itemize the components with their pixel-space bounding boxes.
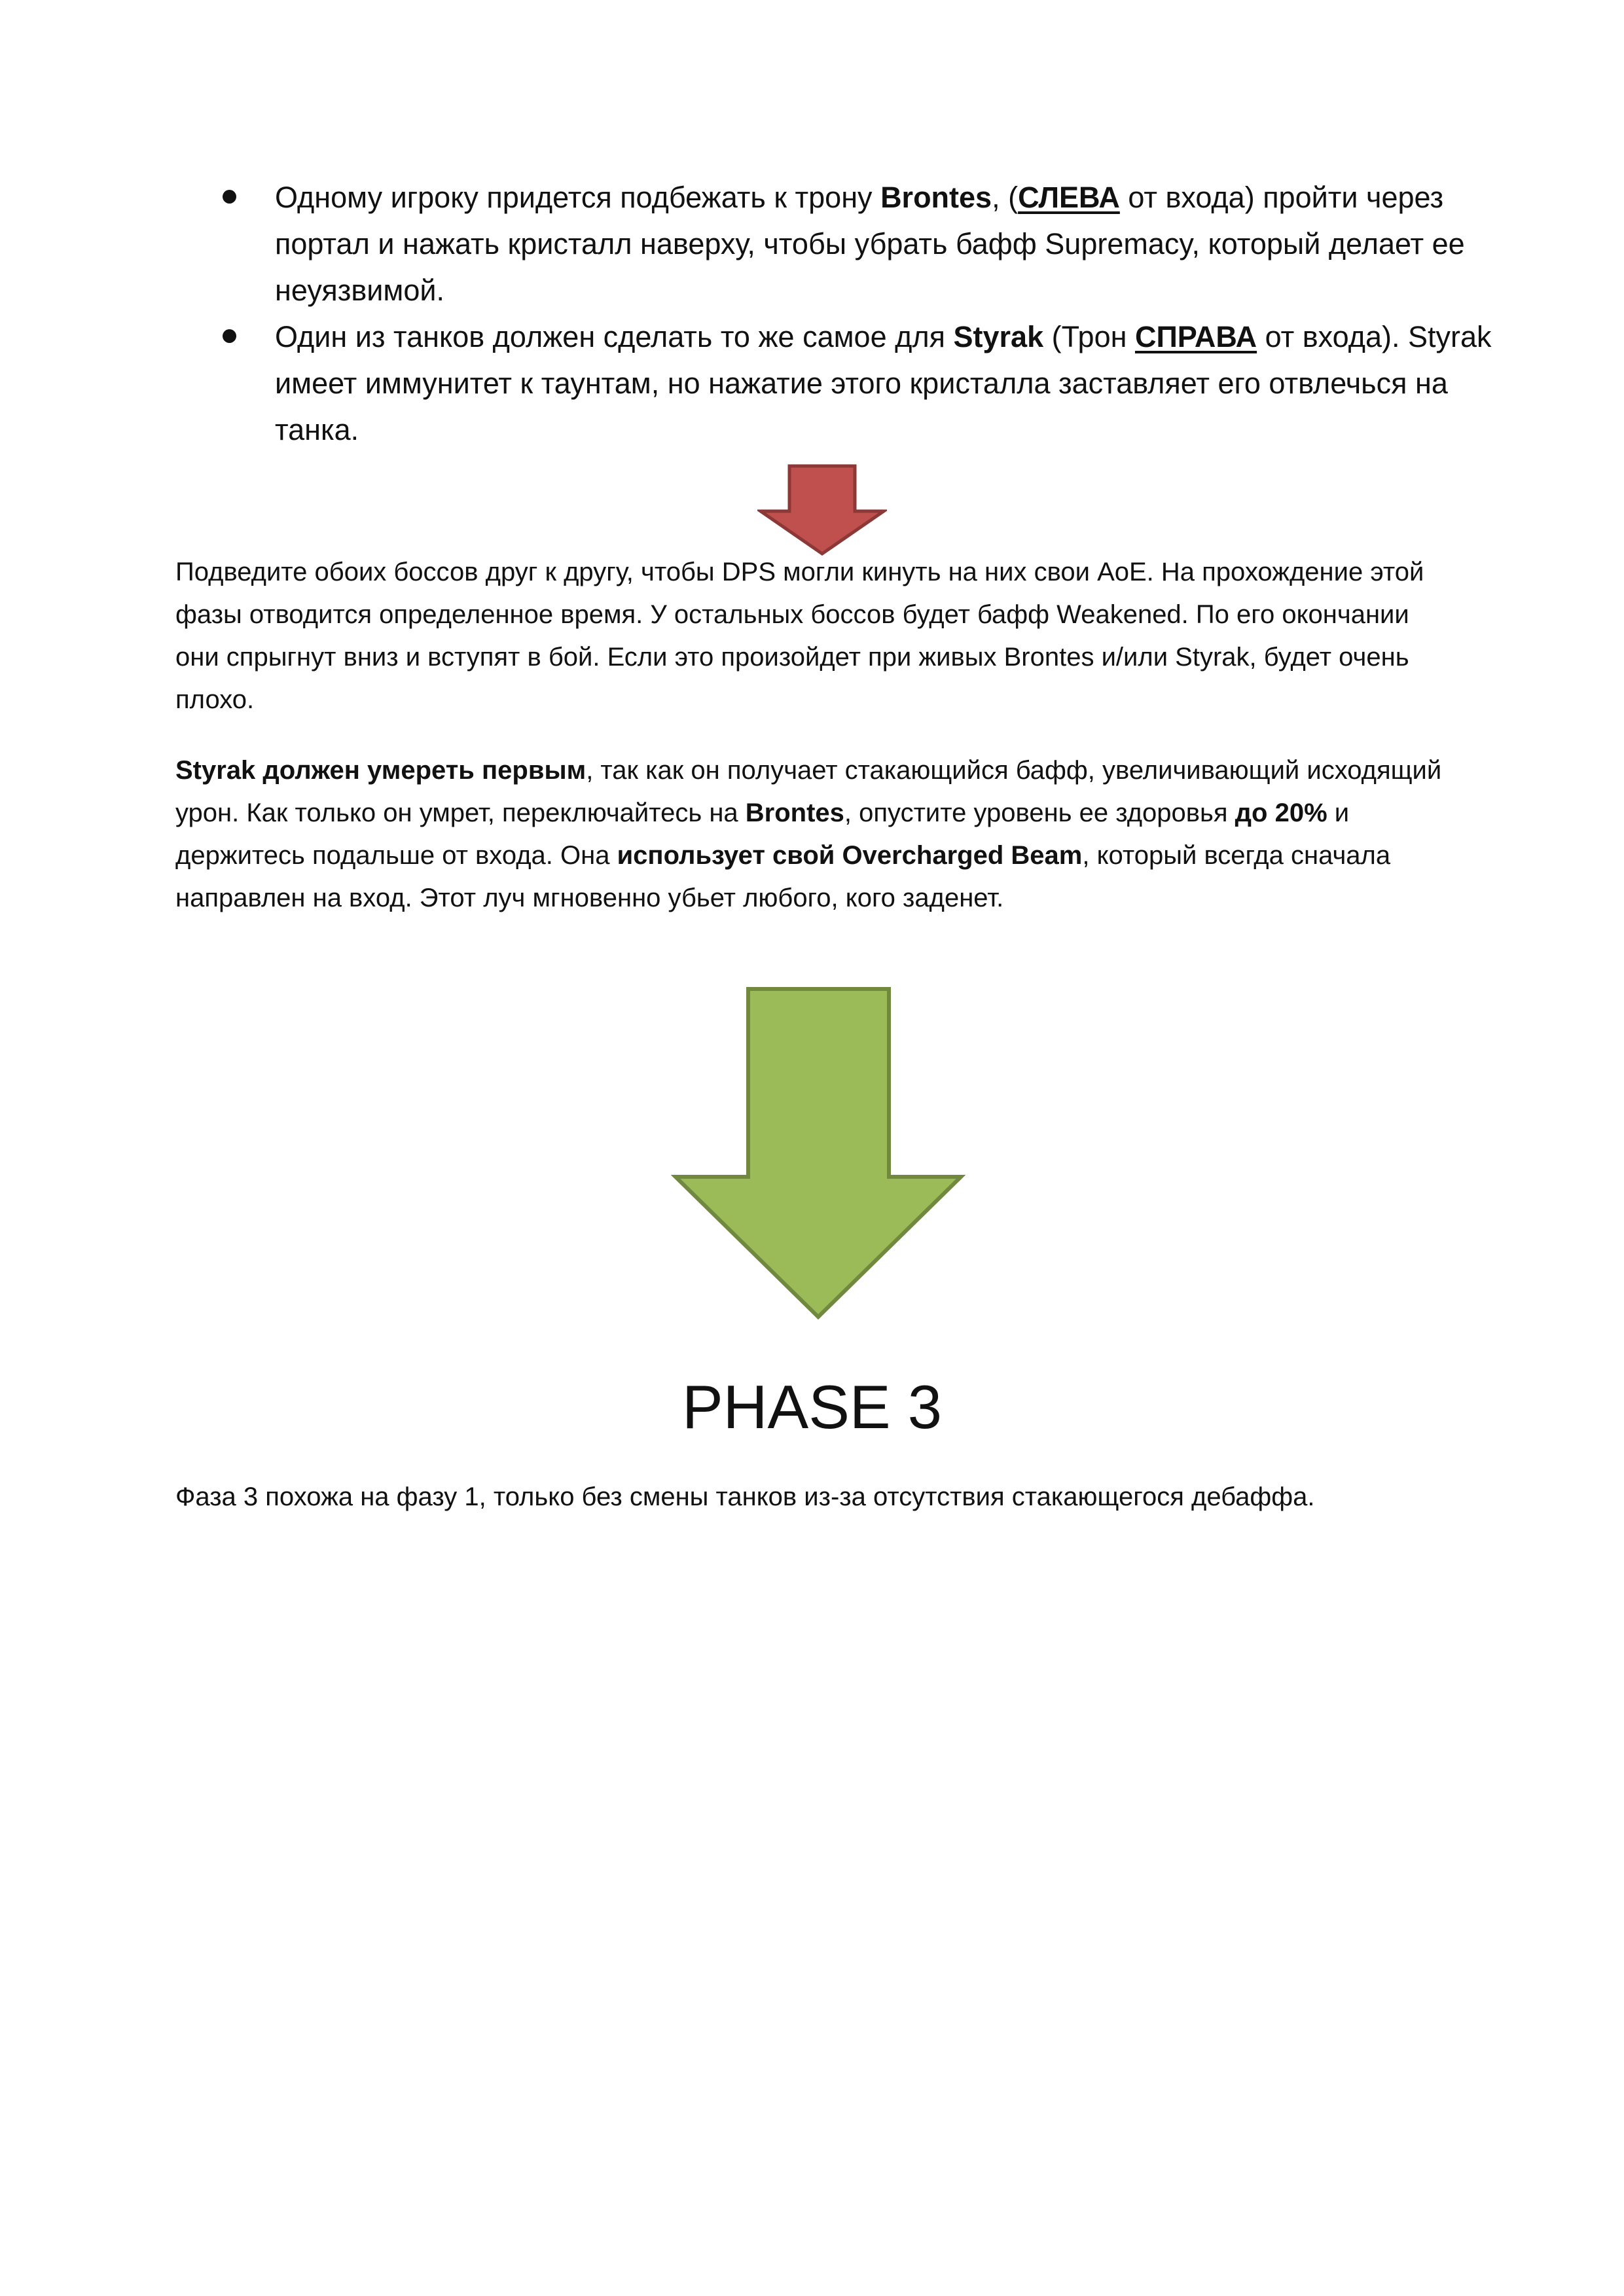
bullet-item: Одному игроку придется подбежать к трону Brontes, (СЛЕВА от входа) пройти через портал и нажать кристалл наверху, чтобы убрать бафф Supremacy, который делает ее неуязвимой. xyxy=(275,174,1532,314)
bullet-dot-icon xyxy=(223,329,236,343)
bullet-dot-icon xyxy=(223,190,236,204)
bullet-list xyxy=(223,174,1532,453)
paragraph-phase2-intro: Подведите обоих боссов друг к другу, чтобы DPS могли кинуть на них свои AoE. На прохождение этой фазы отводится определенное время. У остальных боссов будет бафф Weakened. По его окончании они спрыгнут вниз и вступят в бой. Если это произойдет при живых Brontes и/или Styrak, будет очень плохо. xyxy=(175,558,1424,714)
bullet-item: Один из танков должен сделать то же самое для Styrak (Трон СПРАВА от входа). Styrak имеет иммунитет к таунтам, но нажатие этого кристалла заставляет его отвлечься на танка. xyxy=(275,314,1532,453)
down-arrow-icon xyxy=(757,463,887,556)
paragraph-kill-order: Styrak должен умереть первым, так как он получает стакающийся бафф, увеличивающий исходящий урон. Как только он умрет, переключайтесь на Brontes, опустите уровень ее здоровья до 20% и держитесь подальше от входа. Она использует свой Overcharged Beam, который всегда сначала направлен на вход. Этот луч мгновенно убьет любого, кого заденет. xyxy=(175,756,1442,912)
direction-label: СПРАВА xyxy=(1134,320,1257,353)
paragraph-phase3: Фаза 3 похожа на фазу 1, только без смены танков из-за отсутствия стакающегося дебаффа. xyxy=(175,1482,1315,1511)
phase-heading: PHASE 3 xyxy=(681,1372,943,1441)
direction-label: СЛЕВА xyxy=(1018,181,1120,214)
down-arrow-large-icon xyxy=(671,986,965,1321)
green-arrow-shape xyxy=(676,989,961,1317)
red-arrow-shape xyxy=(761,466,884,554)
boss-name: Styrak xyxy=(953,320,1044,353)
boss-name: Brontes xyxy=(880,181,992,214)
